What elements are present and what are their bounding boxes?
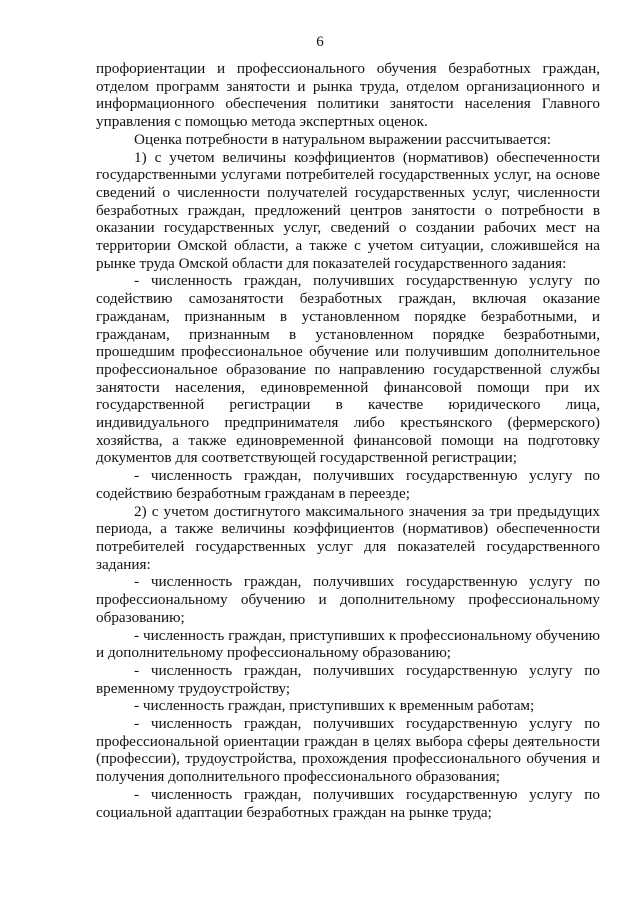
paragraph-bullet-self-employment: - численность граждан, получивших государственную услугу по содействию самозанятости безработных граждан, включая оказание гражданам, признанным в установленном порядке безработными, и гражданам, признанным в установленном порядке безработными, прошедшим профессиональное обучение или получившим дополнительное профессиональное образование по направлению государственной службы занятости населения, единовременной финансовой помощи при их государственной регистрации в качестве юридического лица, индивидуального предпринимателя либо крестьянского (фермерского) хозяйства, а также единовременной финансовой помощи на подготовку документов для соответствующей государственной регистрации;	[96, 272, 600, 467]
document-body	[96, 60, 600, 821]
paragraph-bullet-temporary-work-started: - численность граждан, приступивших к временным работам;	[134, 697, 535, 715]
paragraph-bullet-training-service: - численность граждан, получивших государственную услугу по профессиональному обучению и дополнительному профессиональному образованию;	[96, 573, 600, 626]
paragraph-item-2: 2) с учетом достигнутого максимального значения за три предыдущих периода, а также величины коэффициентов (нормативов) обеспеченности потребителей государственных услуг для показателей государственного задания:	[96, 502, 600, 573]
paragraph-bullet-social-adaptation: - численность граждан, получивших государственную услугу по социальной адаптации безработных граждан на рынке труда;	[96, 785, 600, 821]
paragraph-assessment-intro: Оценка потребности в натуральном выражении рассчитывается:	[134, 130, 552, 148]
paragraph-bullet-temporary-employment: - численность граждан, получивших государственную услугу по временному трудоустройству;	[96, 661, 600, 697]
paragraph-item-1: 1) с учетом величины коэффициентов (нормативов) обеспеченности государственными услугами потребителей государственных услуг, на основе сведений о численности получателей государственных услуг, численности безработных граждан, предложений центров занятости о потребности в оказании государственных услуг, сведений о создании рабочих мест на территории Омской области, а также с учетом ситуации, сложившейся на рынке труда Омской области для показателей государственного задания:	[96, 148, 600, 272]
paragraph-bullet-relocation: - численность граждан, получивших государственную услугу по содействию безработным гражданам в переезде;	[96, 467, 600, 502]
paragraph-bullet-training-started: - численность граждан, приступивших к профессиональному обучению и дополнительному профессиональному образованию;	[96, 626, 600, 662]
page-number: 6	[316, 34, 324, 50]
paragraph-bullet-career-guidance: - численность граждан, получивших государственную услугу по профессиональной ориентации граждан в целях выбора сферы деятельности (профессии), трудоустройства, прохождения профессионального обучения и получения дополнительного профессионального образования;	[96, 715, 600, 786]
paragraph-continuation: профориентации и профессионального обучения безработных граждан, отделом программ занятости и рынка труда, отделом организационного и информационного обеспечения политики занятости населения Главного управления с помощью метода экспертных оценок.	[96, 60, 600, 131]
